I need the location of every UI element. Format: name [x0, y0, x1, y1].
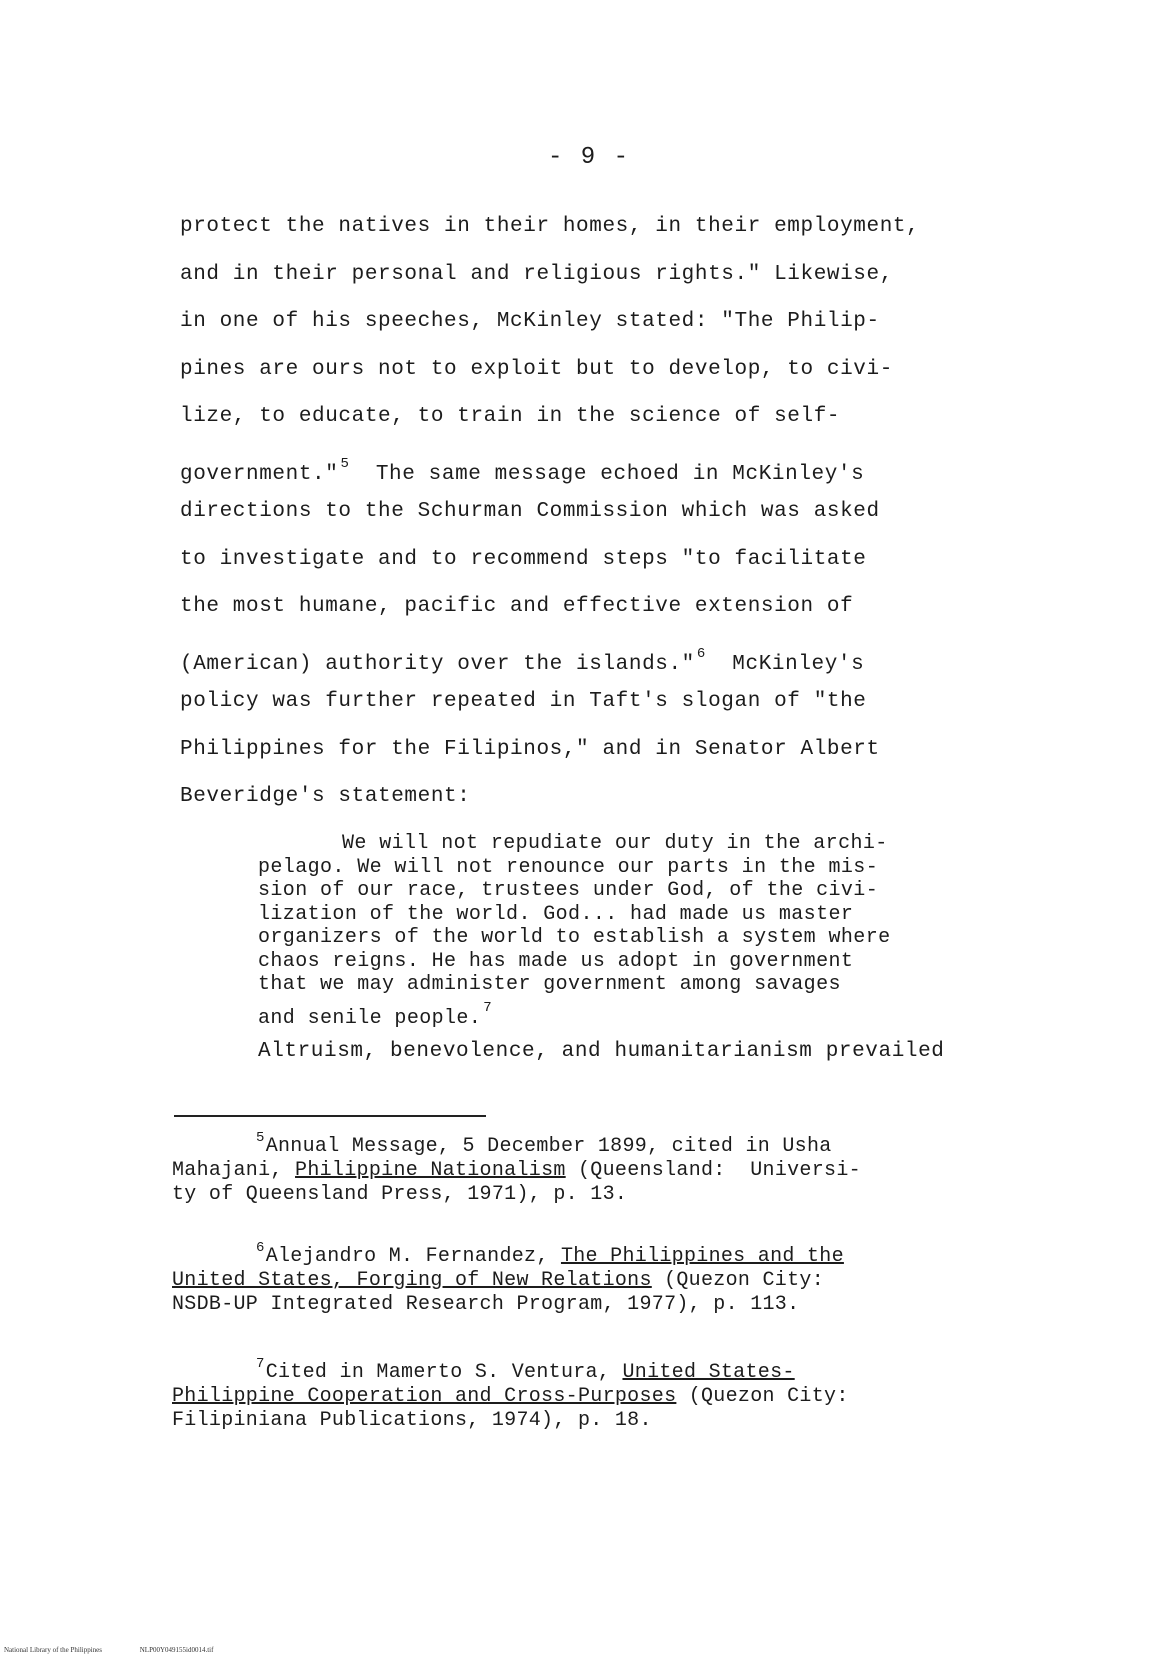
footnote-marker-7[interactable]: 7	[483, 999, 493, 1016]
footnote-title: United States-	[622, 1361, 795, 1384]
quote-line: organizers of the world to establish a system where	[258, 926, 891, 949]
quote-line: We will not repudiate our duty in the archi-	[342, 832, 888, 855]
footnote-line	[172, 1385, 962, 1409]
body-line: in one of his speeches, McKinley stated: "The Philip-	[180, 310, 880, 333]
footnote-6	[172, 1236, 962, 1317]
block-quote	[258, 832, 998, 1030]
footnote-number: 5	[256, 1130, 265, 1146]
body-line: to investigate and to recommend steps "to facilitate	[180, 547, 867, 571]
footnote-line: NSDB-UP Integrated Research Program, 1977), p. 113.	[172, 1293, 800, 1316]
footnote-line: ty of Queensland Press, 1971), p. 13.	[172, 1183, 628, 1206]
footnote-marker-6[interactable]: 6	[696, 645, 706, 662]
footnote-5	[172, 1126, 962, 1207]
footnote-marker-5[interactable]: 5	[340, 455, 350, 472]
body-line: protect the natives in their homes, in their employment,	[180, 215, 920, 238]
body-line: pines are ours not to exploit but to develop, to civi-	[180, 357, 893, 381]
body-text	[180, 203, 1010, 821]
footnote-line	[172, 1126, 962, 1159]
footnote-text: Cited in Mamerto S. Ventura,	[265, 1361, 623, 1384]
footnote-text: Alejandro M. Fernandez,	[265, 1245, 561, 1268]
body-line	[180, 441, 1010, 489]
library-credit: National Library of the Philippines	[4, 1646, 102, 1654]
footnote-number: 6	[256, 1240, 265, 1256]
quote-line	[258, 997, 998, 1031]
body-line: directions to the Schurman Commission which was asked	[180, 500, 880, 523]
footnote-number: 7	[256, 1356, 265, 1372]
footnote-title: Philippine Nationalism	[295, 1159, 566, 1182]
body-text-segment: McKinley's	[705, 652, 865, 676]
body-line	[180, 631, 1010, 679]
footnote-title: The Philippines and the	[560, 1245, 844, 1268]
footnote-separator	[174, 1115, 486, 1117]
footnote-text: (Queensland: Universi-	[565, 1159, 861, 1182]
body-line: lize, to educate, to train in the science of self-	[180, 405, 841, 428]
footnote-line	[172, 1352, 962, 1385]
footnote-text: (Quezon City:	[651, 1269, 825, 1292]
footnote-line	[172, 1236, 962, 1269]
quote-text-segment: and senile people.	[258, 1006, 482, 1030]
footnote-line: Filipiniana Publications, 1974), p. 18.	[172, 1409, 652, 1432]
scan-footer	[4, 1646, 249, 1654]
footnote-line	[172, 1269, 962, 1293]
body-line: the most humane, pacific and effective extension of	[180, 595, 854, 618]
footnote-line	[172, 1159, 962, 1183]
quote-line: chaos reigns. He has made us adopt in government	[258, 949, 854, 973]
body-line: and in their personal and religious rights." Likewise,	[180, 262, 893, 286]
footnote-text: Annual Message, 5 December 1899, cited in Usha	[265, 1135, 832, 1158]
body-line: Philippines for the Filipinos," and in Senator Albert	[180, 737, 880, 761]
quote-line: that we may administer government among savages	[258, 973, 841, 996]
footnote-text: (Quezon City:	[676, 1385, 849, 1408]
body-text-segment: (American) authority over the islands."	[180, 652, 695, 676]
page-number: - 9 -	[548, 144, 631, 171]
footnote-7	[172, 1352, 962, 1433]
body-text-segment: government."	[180, 462, 339, 486]
body-line: Altruism, benevolence, and humanitarianism prevailed	[258, 1040, 945, 1063]
footnote-title: United States, Forging of New Relations	[172, 1269, 652, 1292]
quote-line: pelago. We will not renounce our parts in the mis-	[258, 855, 879, 879]
footnote-title: Philippine Cooperation and Cross-Purposes	[172, 1385, 677, 1408]
body-text-segment: The same message echoed in McKinley's	[349, 462, 865, 486]
quote-line: lization of the world. God... had made us master	[258, 902, 854, 926]
body-line: policy was further repeated in Taft's slogan of "the	[180, 690, 867, 713]
quote-line: sion of our race, trustees under God, of the civi-	[258, 879, 879, 902]
scan-filename: NLP00Y049155id0014.tif	[139, 1646, 214, 1654]
body-line: Beveridge's statement:	[180, 785, 471, 808]
footnote-text: Mahajani,	[172, 1159, 296, 1182]
